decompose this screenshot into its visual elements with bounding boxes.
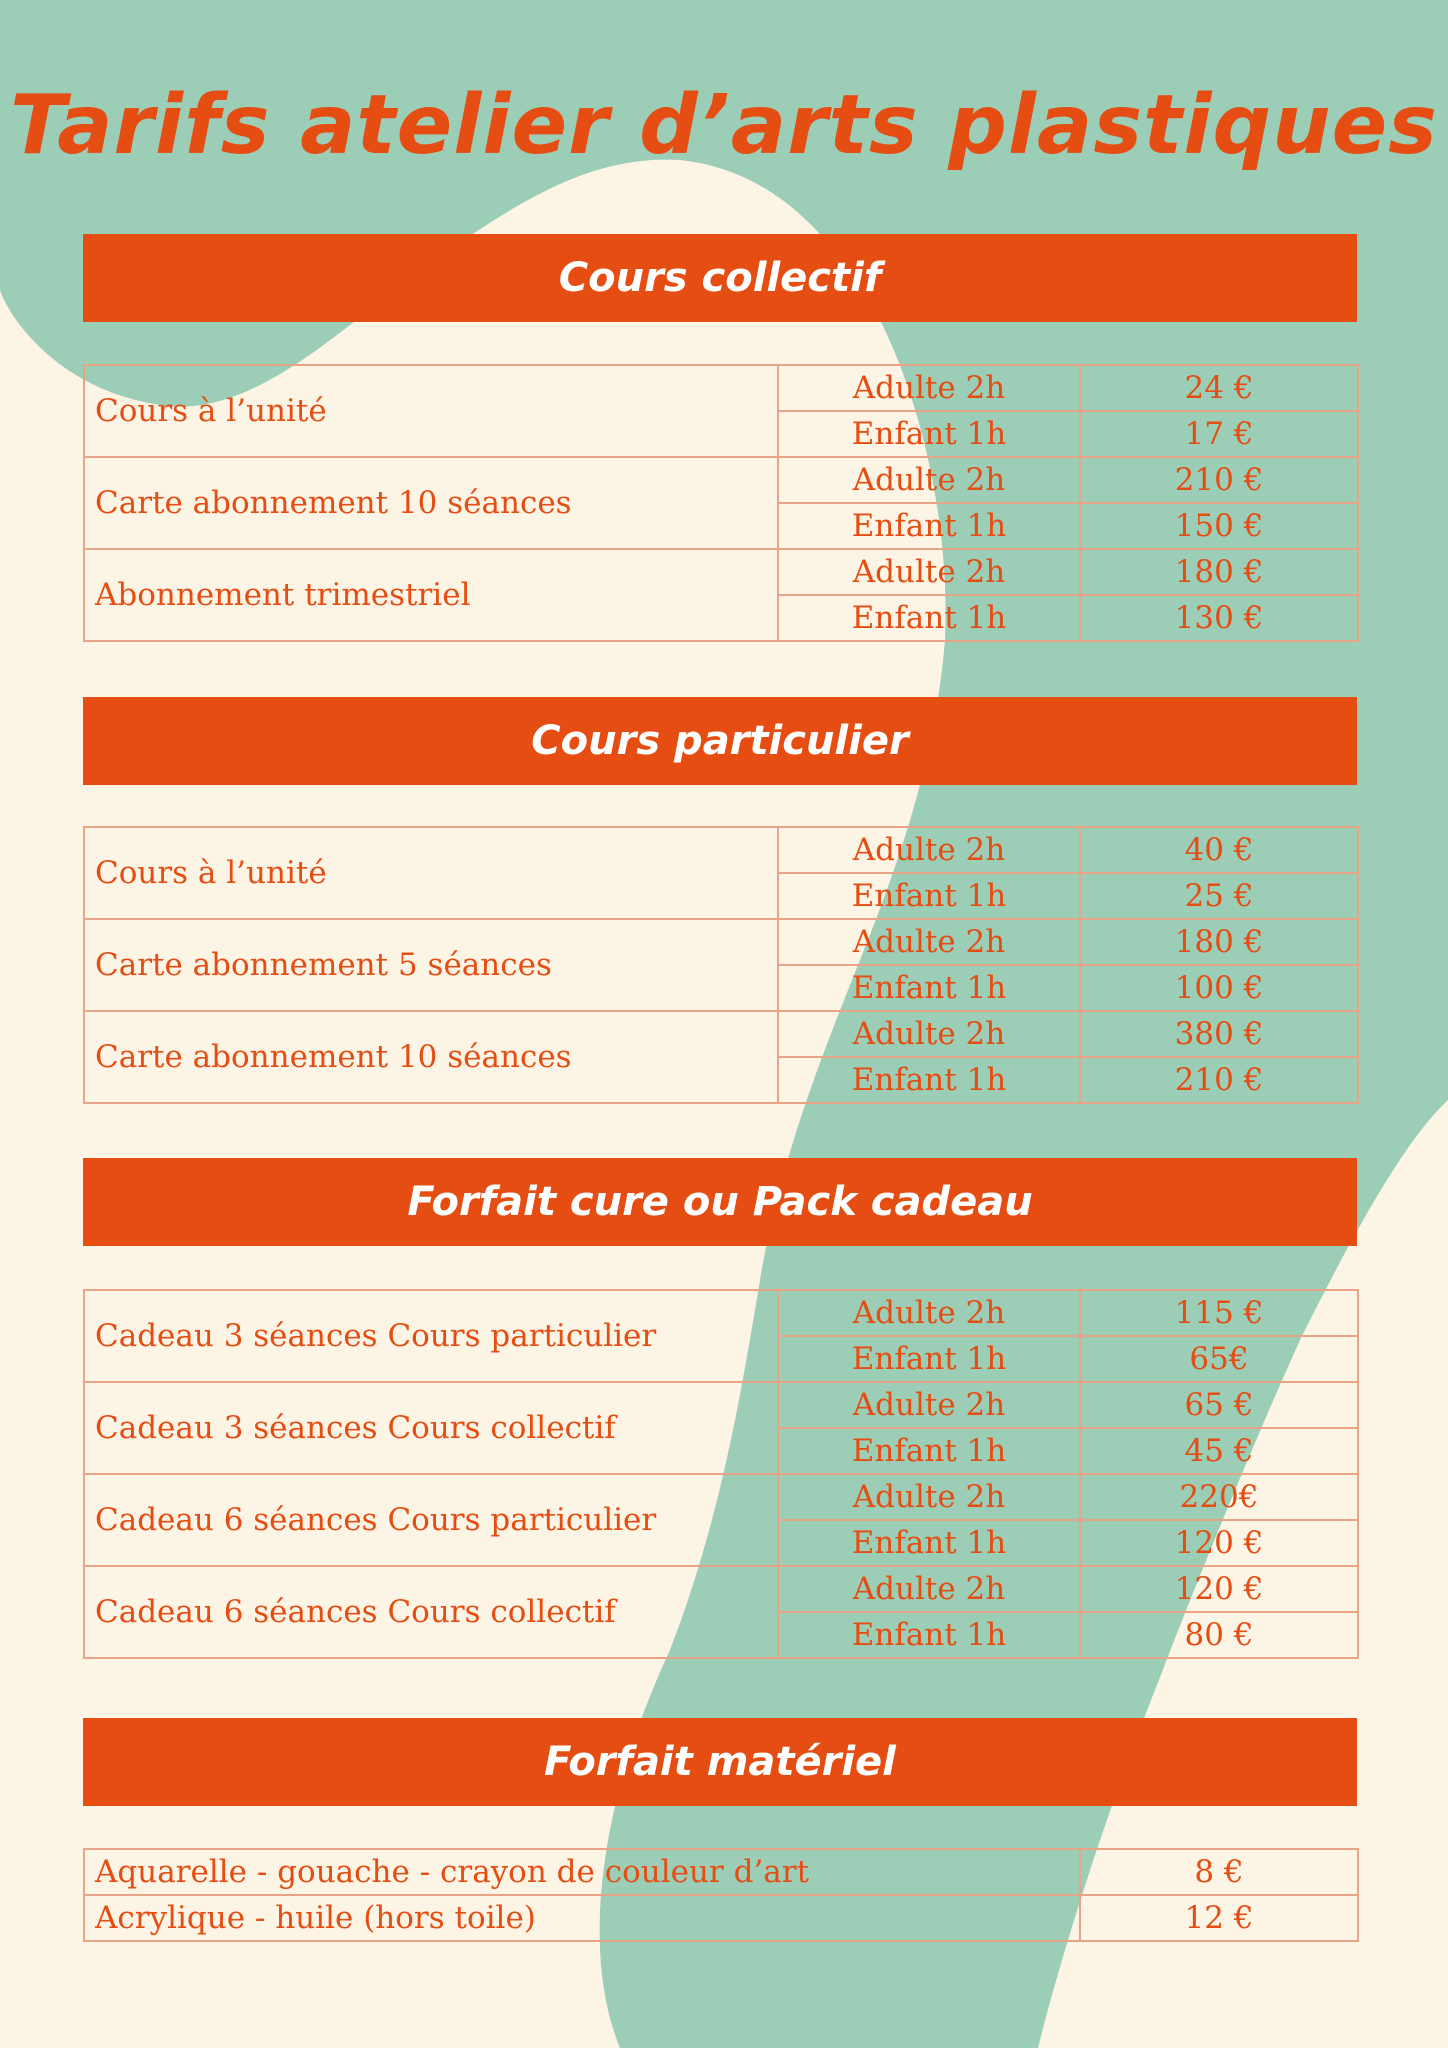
table-row	[84, 1382, 1358, 1428]
price-table-cours-particulier	[83, 826, 1359, 1104]
category-cell: Enfant 1h	[778, 1336, 1080, 1382]
category-cell: Enfant 1h	[778, 411, 1080, 457]
price-cell: 45 €	[1080, 1428, 1358, 1474]
table-row	[84, 1290, 1358, 1336]
price-cell: 150 €	[1080, 503, 1358, 549]
row-label: Carte abonnement 10 séances	[84, 457, 778, 549]
section-heading-cours-particulier: Cours particulier	[83, 697, 1357, 785]
row-label: Carte abonnement 5 séances	[84, 919, 778, 1011]
row-label: Cadeau 6 séances Cours collectif	[84, 1566, 778, 1658]
category-cell: Adulte 2h	[778, 1474, 1080, 1520]
category-cell: Enfant 1h	[778, 1057, 1080, 1103]
table-row	[84, 549, 1358, 595]
category-cell: Adulte 2h	[778, 1011, 1080, 1057]
table-row	[84, 457, 1358, 503]
category-cell: Adulte 2h	[778, 1290, 1080, 1336]
table-row	[84, 919, 1358, 965]
price-cell: 40 €	[1080, 827, 1358, 873]
price-cell: 130 €	[1080, 595, 1358, 641]
category-cell: Enfant 1h	[778, 1428, 1080, 1474]
price-table-forfait-cure	[83, 1289, 1359, 1659]
price-cell: 220€	[1080, 1474, 1358, 1520]
price-cell: 210 €	[1080, 457, 1358, 503]
table-row	[84, 1895, 1358, 1941]
price-cell: 180 €	[1080, 549, 1358, 595]
price-cell: 8 €	[1080, 1849, 1358, 1895]
table-row	[84, 1474, 1358, 1520]
row-label: Acrylique - huile (hors toile)	[84, 1895, 1080, 1941]
category-cell: Enfant 1h	[778, 873, 1080, 919]
section-heading-cours-collectif: Cours collectif	[83, 234, 1357, 322]
row-label: Carte abonnement 10 séances	[84, 1011, 778, 1103]
table-row	[84, 365, 1358, 411]
price-cell: 180 €	[1080, 919, 1358, 965]
category-cell: Enfant 1h	[778, 1520, 1080, 1566]
price-cell: 100 €	[1080, 965, 1358, 1011]
price-cell: 380 €	[1080, 1011, 1358, 1057]
row-label: Cadeau 3 séances Cours particulier	[84, 1290, 778, 1382]
category-cell: Adulte 2h	[778, 549, 1080, 595]
price-cell: 80 €	[1080, 1612, 1358, 1658]
category-cell: Enfant 1h	[778, 965, 1080, 1011]
category-cell: Adulte 2h	[778, 919, 1080, 965]
price-cell: 120 €	[1080, 1566, 1358, 1612]
category-cell: Adulte 2h	[778, 827, 1080, 873]
section-heading-forfait-materiel: Forfait matériel	[83, 1718, 1357, 1806]
price-cell: 17 €	[1080, 411, 1358, 457]
table-row	[84, 1011, 1358, 1057]
row-label: Abonnement trimestriel	[84, 549, 778, 641]
category-cell: Adulte 2h	[778, 1382, 1080, 1428]
price-cell: 12 €	[1080, 1895, 1358, 1941]
price-table-cours-collectif	[83, 364, 1359, 642]
category-cell: Adulte 2h	[778, 457, 1080, 503]
section-heading-forfait-cure: Forfait cure ou Pack cadeau	[83, 1158, 1357, 1246]
table-row	[84, 827, 1358, 873]
price-cell: 120 €	[1080, 1520, 1358, 1566]
category-cell: Adulte 2h	[778, 1566, 1080, 1612]
category-cell: Enfant 1h	[778, 1612, 1080, 1658]
price-cell: 115 €	[1080, 1290, 1358, 1336]
row-label: Aquarelle - gouache - crayon de couleur d’art	[84, 1849, 1080, 1895]
row-label: Cours à l’unité	[84, 827, 778, 919]
category-cell: Adulte 2h	[778, 365, 1080, 411]
price-cell: 210 €	[1080, 1057, 1358, 1103]
price-cell: 24 €	[1080, 365, 1358, 411]
category-cell: Enfant 1h	[778, 595, 1080, 641]
category-cell: Enfant 1h	[778, 503, 1080, 549]
page-title: Tarifs atelier d’arts plastiques	[9, 78, 1438, 173]
price-cell: 65€	[1080, 1336, 1358, 1382]
row-label: Cours à l’unité	[84, 365, 778, 457]
row-label: Cadeau 6 séances Cours particulier	[84, 1474, 778, 1566]
price-cell: 25 €	[1080, 873, 1358, 919]
price-cell: 65 €	[1080, 1382, 1358, 1428]
price-table-forfait-materiel	[83, 1848, 1359, 1942]
table-row	[84, 1849, 1358, 1895]
row-label: Cadeau 3 séances Cours collectif	[84, 1382, 778, 1474]
table-row	[84, 1566, 1358, 1612]
